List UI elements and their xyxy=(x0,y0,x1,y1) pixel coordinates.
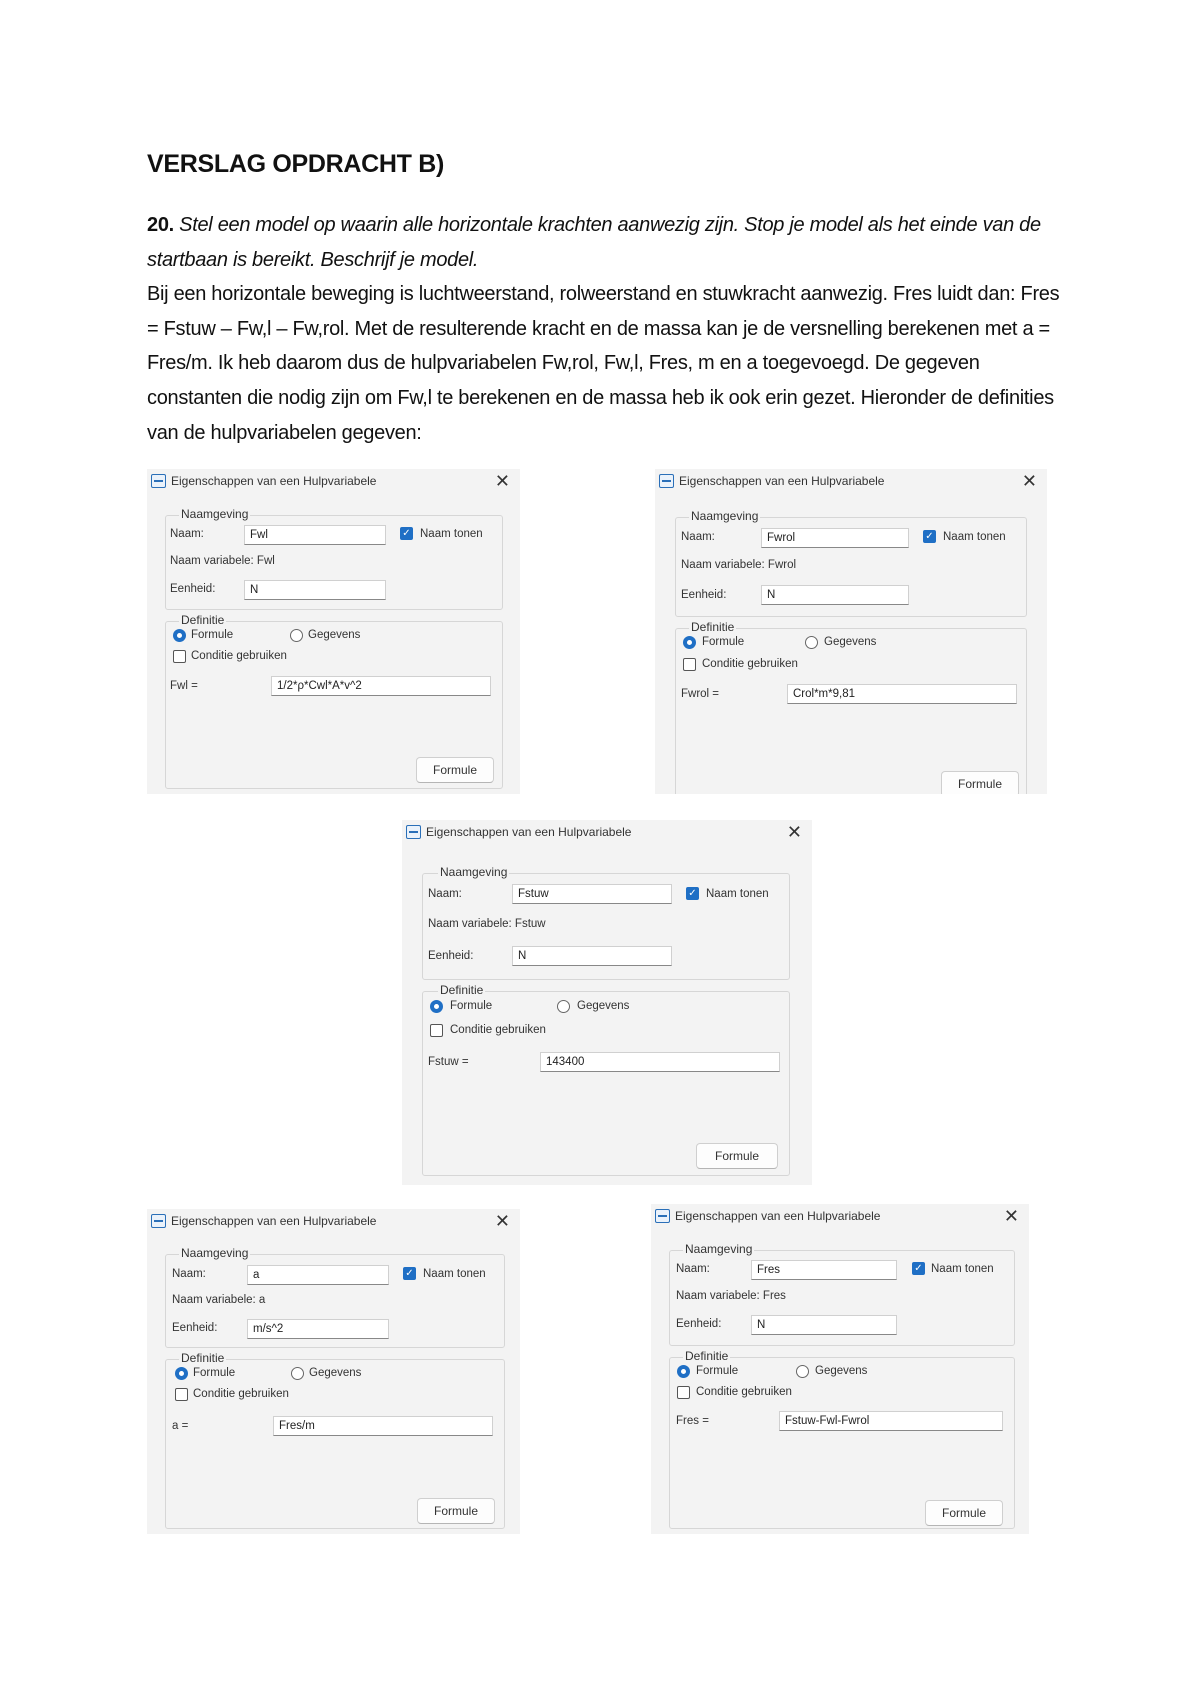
expression-label: a = xyxy=(172,1420,189,1432)
definition-group-label: Definitie xyxy=(691,620,735,634)
data-radio-label: Gegevens xyxy=(577,1000,630,1012)
app-icon xyxy=(659,474,674,488)
formula-radio[interactable] xyxy=(683,636,696,649)
body-text xyxy=(147,208,1067,450)
naming-group-label: Naamgeving xyxy=(181,507,249,521)
show-name-checkbox[interactable]: ✓ xyxy=(686,887,699,900)
name-label: Naam: xyxy=(676,1263,710,1275)
data-radio[interactable] xyxy=(291,1367,304,1380)
formula-radio-label: Formule xyxy=(696,1365,739,1377)
unit-label: Eenheid: xyxy=(170,583,216,595)
unit-input[interactable]: m/s^2 xyxy=(247,1319,389,1339)
show-name-checkbox[interactable]: ✓ xyxy=(403,1267,416,1280)
close-icon[interactable]: ✕ xyxy=(494,1211,510,1231)
dialog-titlebar xyxy=(651,1204,1029,1230)
naming-group-label: Naamgeving xyxy=(685,1242,753,1256)
dialog-title: Eigenschappen van een Hulpvariabele xyxy=(679,474,885,488)
name-label: Naam: xyxy=(172,1268,206,1280)
data-radio-label: Gegevens xyxy=(308,629,361,641)
close-icon[interactable]: ✕ xyxy=(1021,471,1037,491)
show-name-label: Naam tonen xyxy=(423,1268,486,1280)
condition-label: Conditie gebruiken xyxy=(191,650,287,662)
show-name-label: Naam tonen xyxy=(943,531,1006,543)
condition-label: Conditie gebruiken xyxy=(702,658,798,670)
dialog-titlebar xyxy=(147,1209,520,1235)
question xyxy=(147,208,1067,277)
variable-name-text: Naam variabele: a xyxy=(172,1294,266,1306)
formula-radio[interactable] xyxy=(173,629,186,642)
name-label: Naam: xyxy=(428,888,462,900)
formula-radio-label: Formule xyxy=(193,1367,236,1379)
name-input[interactable]: Fwrol xyxy=(761,528,909,548)
formula-button[interactable]: Formule xyxy=(417,1498,495,1524)
close-icon[interactable]: ✕ xyxy=(786,822,802,842)
name-input[interactable]: a xyxy=(247,1265,389,1285)
expression-input[interactable]: Crol*m*9,81 xyxy=(787,684,1017,704)
name-label: Naam: xyxy=(170,528,204,540)
naming-group-label: Naamgeving xyxy=(691,509,759,523)
formula-button[interactable]: Formule xyxy=(696,1143,778,1169)
show-name-label: Naam tonen xyxy=(931,1263,994,1275)
data-radio[interactable] xyxy=(557,1000,570,1013)
name-input[interactable]: Fwl xyxy=(244,525,386,545)
condition-checkbox[interactable] xyxy=(683,658,696,671)
question-text: Stel een model op waarin alle horizontale krachten aanwezig zijn. Stop je model als het einde van de startbaan is bereikt. Beschrijf je model. xyxy=(147,214,1041,271)
expression-label: Fwl = xyxy=(170,680,198,692)
question-number: 20. xyxy=(147,214,174,236)
show-name-checkbox[interactable]: ✓ xyxy=(912,1262,925,1275)
name-label: Naam: xyxy=(681,531,715,543)
formula-radio[interactable] xyxy=(175,1367,188,1380)
condition-label: Conditie gebruiken xyxy=(450,1024,546,1036)
app-icon xyxy=(655,1209,670,1223)
variable-name-text: Naam variabele: Fwl xyxy=(170,555,275,567)
naming-group-label: Naamgeving xyxy=(181,1246,249,1260)
expression-input[interactable]: Fstuw-Fwl-Fwrol xyxy=(779,1411,1003,1431)
dialog-title: Eigenschappen van een Hulpvariabele xyxy=(675,1209,881,1223)
expression-input[interactable]: Fres/m xyxy=(273,1416,493,1436)
name-input[interactable]: Fres xyxy=(751,1260,897,1280)
condition-label: Conditie gebruiken xyxy=(193,1388,289,1400)
show-name-checkbox[interactable]: ✓ xyxy=(400,527,413,540)
unit-label: Eenheid: xyxy=(681,589,727,601)
definition-group-label: Definitie xyxy=(440,983,484,997)
condition-label: Conditie gebruiken xyxy=(696,1386,792,1398)
formula-radio[interactable] xyxy=(430,1000,443,1013)
condition-checkbox[interactable] xyxy=(175,1388,188,1401)
expression-label: Fwrol = xyxy=(681,688,720,700)
app-icon xyxy=(406,825,421,839)
data-radio-label: Gegevens xyxy=(815,1365,868,1377)
expression-input[interactable]: 1/2*ρ*Cwl*A*v^2 xyxy=(271,676,491,696)
formula-radio-label: Formule xyxy=(191,629,234,641)
unit-input[interactable]: N xyxy=(512,946,672,966)
data-radio[interactable] xyxy=(805,636,818,649)
data-radio-label: Gegevens xyxy=(309,1367,362,1379)
app-icon xyxy=(151,474,166,488)
data-radio[interactable] xyxy=(290,629,303,642)
dialog-fstuw xyxy=(402,820,812,1185)
unit-label: Eenheid: xyxy=(428,950,474,962)
dialog-fres xyxy=(651,1204,1029,1534)
naming-group-label: Naamgeving xyxy=(440,865,508,879)
show-name-label: Naam tonen xyxy=(706,888,769,900)
definition-group-label: Definitie xyxy=(181,1351,225,1365)
show-name-checkbox[interactable]: ✓ xyxy=(923,530,936,543)
expression-input[interactable]: 143400 xyxy=(540,1052,780,1072)
expression-label: Fres = xyxy=(676,1415,709,1427)
unit-input[interactable]: N xyxy=(751,1315,897,1335)
close-icon[interactable]: ✕ xyxy=(494,471,510,491)
dialog-fwl xyxy=(147,469,520,794)
close-icon[interactable]: ✕ xyxy=(1003,1206,1019,1226)
page-title: VERSLAG OPDRACHT B) xyxy=(147,150,445,178)
answer-paragraph: Bij een horizontale beweging is luchtweerstand, rolweerstand en stuwkracht aanwezig. Fres luidt dan: Fres = Fstuw – Fw,l – Fw,rol. Met de resulterende kracht en de massa kan je de versnelling berekenen met a = Fres/m. Ik heb daarom dus de hulpvariabelen Fw,rol, Fw,l, Fres, m en a toegevoegd. De gegeven constanten die nodig zijn om Fw,l te berekenen en de massa heb ik ook erin gezet. Hieronder de definities van de hulpvariabelen gegeven: xyxy=(147,283,1060,444)
data-radio[interactable] xyxy=(796,1365,809,1378)
dialog-titlebar xyxy=(655,469,1047,495)
variable-name-text: Naam variabele: Fres xyxy=(676,1290,786,1302)
unit-label: Eenheid: xyxy=(676,1318,722,1330)
definition-group-label: Definitie xyxy=(181,613,225,627)
variable-name-text: Naam variabele: Fwrol xyxy=(681,559,797,571)
formula-radio-label: Formule xyxy=(702,636,745,648)
dialog-title: Eigenschappen van een Hulpvariabele xyxy=(171,474,377,488)
dialog-fwrol xyxy=(655,469,1047,794)
formula-button[interactable]: Formule xyxy=(925,1500,1003,1526)
expression-label: Fstuw = xyxy=(428,1056,469,1068)
name-input[interactable]: Fstuw xyxy=(512,884,672,904)
app-icon xyxy=(151,1214,166,1228)
formula-button[interactable]: Formule xyxy=(416,757,494,783)
unit-label: Eenheid: xyxy=(172,1322,218,1334)
dialog-title: Eigenschappen van een Hulpvariabele xyxy=(171,1214,377,1228)
condition-checkbox[interactable] xyxy=(173,650,186,663)
data-radio-label: Gegevens xyxy=(824,636,877,648)
dialog-titlebar xyxy=(147,469,520,495)
formula-button[interactable]: Formule xyxy=(941,771,1019,794)
unit-input[interactable]: N xyxy=(761,585,909,605)
formula-radio-label: Formule xyxy=(450,1000,493,1012)
dialog-a xyxy=(147,1209,520,1534)
dialog-title: Eigenschappen van een Hulpvariabele xyxy=(426,825,632,839)
condition-checkbox[interactable] xyxy=(430,1024,443,1037)
unit-input[interactable]: N xyxy=(244,580,386,600)
dialog-titlebar xyxy=(402,820,812,846)
show-name-label: Naam tonen xyxy=(420,528,483,540)
condition-checkbox[interactable] xyxy=(677,1386,690,1399)
definition-group xyxy=(675,628,1027,794)
formula-radio[interactable] xyxy=(677,1365,690,1378)
definition-group-label: Definitie xyxy=(685,1349,729,1363)
variable-name-text: Naam variabele: Fstuw xyxy=(428,918,546,930)
